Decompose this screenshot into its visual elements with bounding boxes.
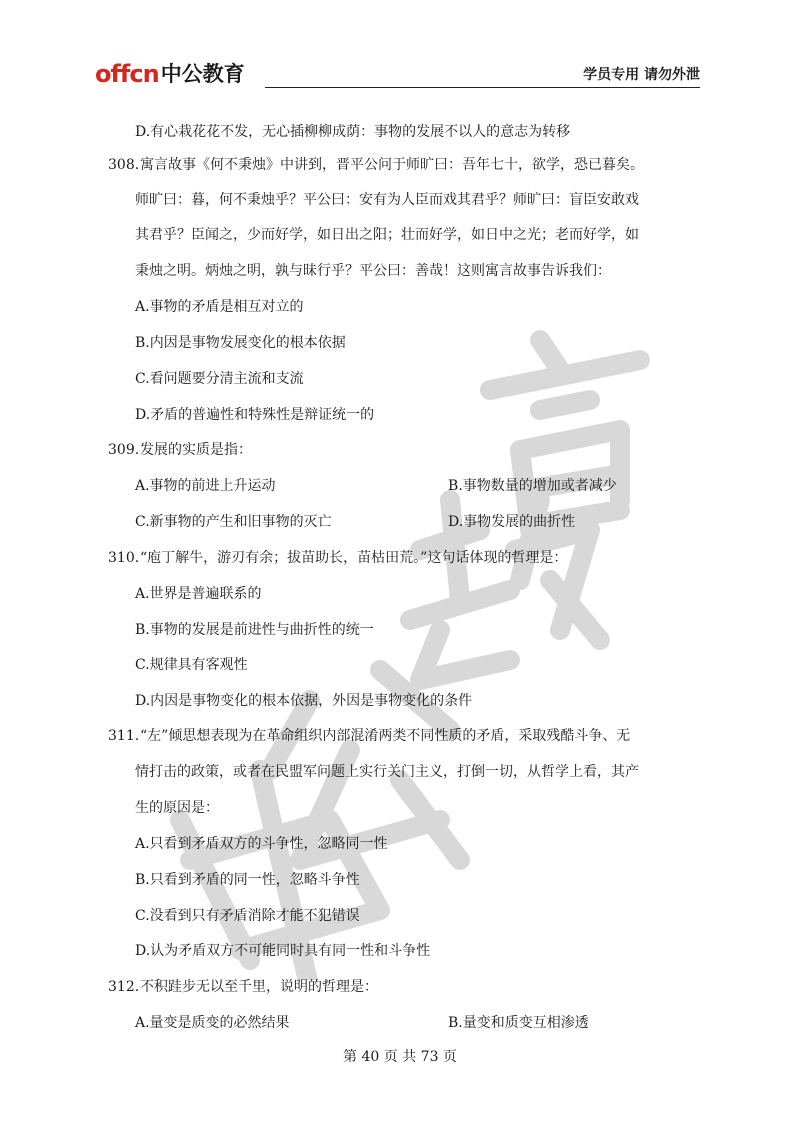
q309-option-a: A.事物的前进上升运动 <box>135 478 276 494</box>
q311-option-b: B.只看到矛盾的同一性，忽略斗争性 <box>135 872 360 888</box>
q312-stem: 不积跬步无以至千里，说明的哲理是： <box>140 979 378 995</box>
header-rule <box>265 87 700 88</box>
q309-option-b: B.事物数量的增加或者减少 <box>448 478 617 494</box>
q310-option-c: C.规律具有客观性 <box>135 657 248 673</box>
q309-option-d: D.事物发展的曲折性 <box>448 514 576 530</box>
q311-option-d: D.认为矛盾双方不可能同时具有同一性和斗争性 <box>135 943 431 959</box>
q311-stem-line-2: 情打击的政策，或者在民盟军问题上实行关门主义，打倒一切，从哲学上看，其产 <box>135 764 639 780</box>
q310-option-a: A.世界是普遍联系的 <box>135 586 262 602</box>
q308-stem-line-1: 寓言故事《何不秉烛》中讲到，晋平公问于师旷曰：吾年七十，欲学，恐已暮矣。 <box>140 157 644 173</box>
q308-stem-line-4: 秉烛之明。炳烛之明，孰与昧行乎？平公曰：善哉！这则寓言故事告诉我们： <box>135 263 611 279</box>
q312-number: 312. <box>108 979 140 995</box>
q310-number: 310. <box>108 550 140 566</box>
q311-stem-line-1: “左”倾思想表现为在革命组织内部混淆两类不同性质的矛盾，采取残酷斗争、无 <box>140 728 631 744</box>
page-header <box>95 58 700 88</box>
q308-stem-line-3: 其君乎？臣闻之，少而好学，如日出之阳；壮而好学，如日中之光；老而好学，如 <box>135 227 639 243</box>
q310-option-b: B.事物的发展是前进性与曲折性的统一 <box>135 622 374 638</box>
q311-stem-line-3: 生的原因是： <box>135 800 219 816</box>
q309-stem: 发展的实质是指： <box>140 442 252 458</box>
page-number-footer: 第 40 页 共 73 页 <box>343 1049 457 1065</box>
q310-stem: “庖丁解牛，游刃有余；拔苗助长，苗枯田荒。”这句话体现的哲理是： <box>140 550 568 566</box>
q309-number: 309. <box>108 442 140 458</box>
q311-option-a: A.只看到矛盾双方的斗争性，忽略同一性 <box>135 836 388 852</box>
q308-number: 308. <box>108 157 140 173</box>
q307-option-d: D.有心栽花花不发，无心插柳柳成荫：事物的发展不以人的意志为转移 <box>135 124 571 140</box>
q311-option-c: C.没看到只有矛盾消除才能不犯错误 <box>135 908 360 924</box>
q310-option-d: D.内因是事物变化的根本依据，外因是事物变化的条件 <box>135 693 473 709</box>
offcn-logo <box>95 58 245 88</box>
logo-chinese: 中公教育 <box>160 62 245 86</box>
logo-latin: offcn <box>95 60 159 88</box>
q308-option-d: D.矛盾的普遍性和特殊性是辩证统一的 <box>135 407 375 423</box>
q308-option-a: A.事物的矛盾是相互对立的 <box>135 299 304 315</box>
header-tagline: 学员专用 请勿外泄 <box>583 67 700 83</box>
q308-option-b: B.内因是事物发展变化的根本依据 <box>135 335 346 351</box>
q311-number: 311. <box>108 728 140 744</box>
q308-option-c: C.看问题要分清主流和支流 <box>135 371 304 387</box>
q308-stem-line-2: 师旷曰：暮，何不秉烛乎？平公曰：安有为人臣而戏其君乎？师旷曰：盲臣安敢戏 <box>135 192 639 208</box>
q312-option-b: B.量变和质变互相渗透 <box>448 1015 589 1031</box>
q309-option-c: C.新事物的产生和旧事物的灭亡 <box>135 514 332 530</box>
q312-option-a: A.量变是质变的必然结果 <box>135 1015 290 1031</box>
